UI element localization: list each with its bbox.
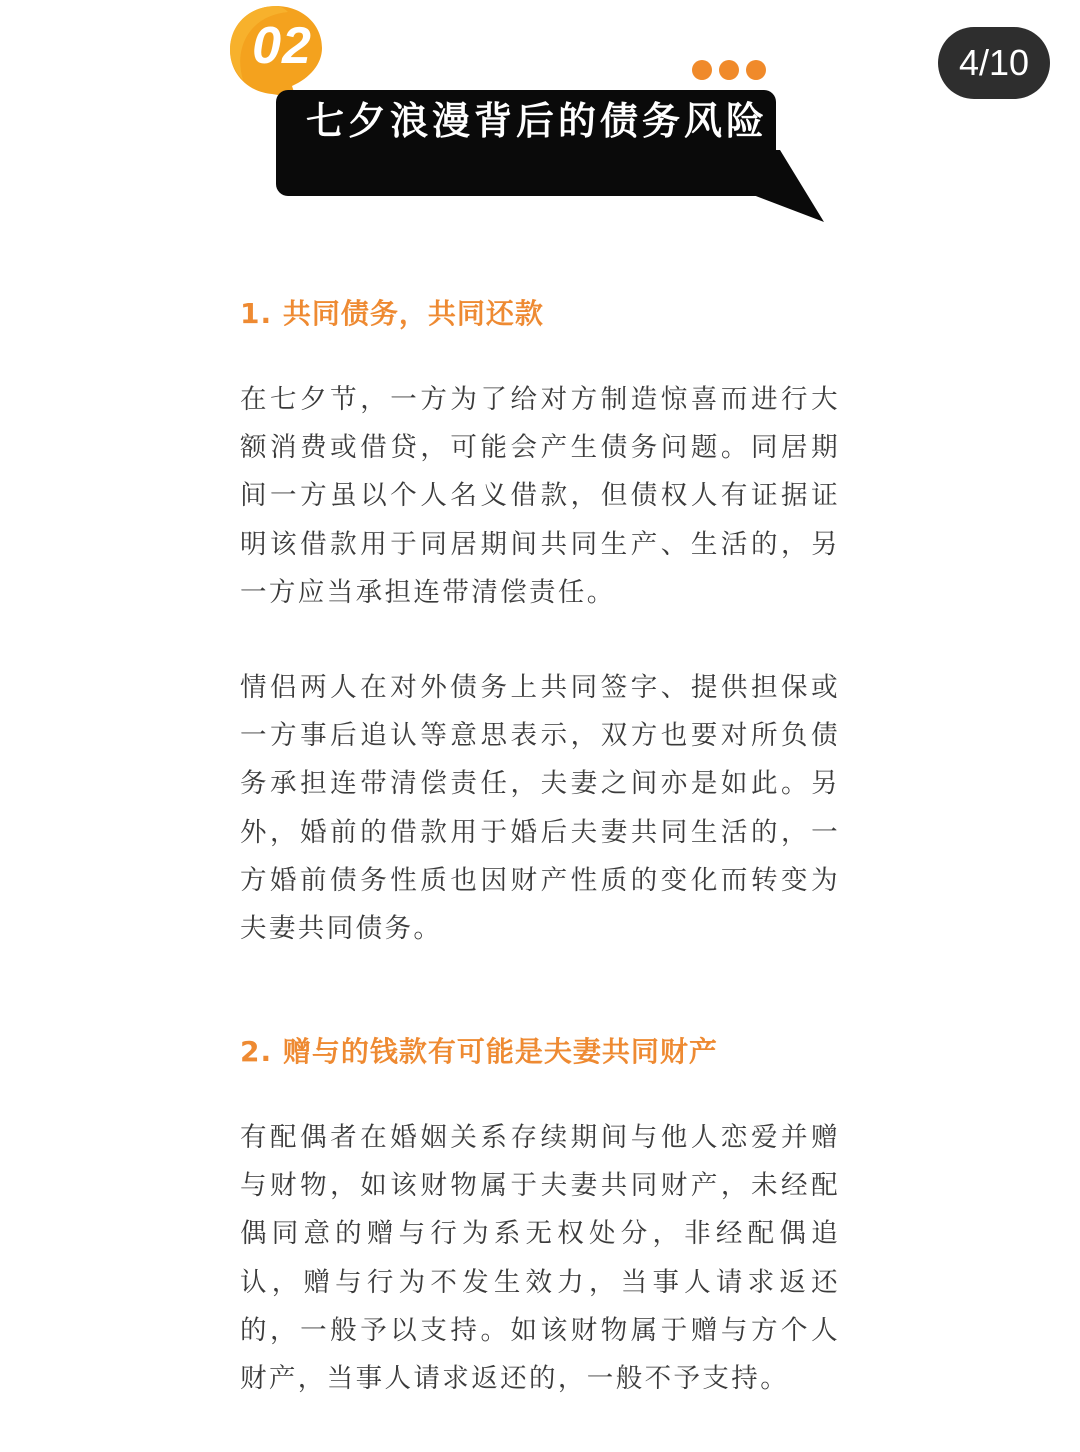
heading-gift-property: 2. 赠与的钱款有可能是夫妻共同财产	[240, 1035, 718, 1068]
section-header	[220, 0, 820, 240]
paragraph-2: 情侣两人在对外债务上共同签字、提供担保或一方事后追认等意思表示，双方也要对所负债务承担连带清偿责任，夫妻之间亦是如此。另外，婚前的借款用于婚后夫妻共同生活的，一方婚前债务性质也因财产性质的变化而转变为夫妻共同债务。	[240, 672, 840, 945]
paragraph-1: 在七夕节，一方为了给对方制造惊喜而进行大额消费或借贷，可能会产生债务问题。同居期间一方虽以个人名义借款，但债权人有证据证明该借款用于同居期间共同生产、生活的，另一方应当承担连带清偿责任。	[240, 384, 840, 608]
heading-joint-debt: 1. 共同债务，共同还款	[240, 297, 544, 330]
section-number: 02	[252, 17, 312, 75]
decorative-dots	[692, 60, 766, 80]
dot	[746, 60, 766, 80]
dot	[719, 60, 739, 80]
paragraph-3: 有配偶者在婚姻关系存续期间与他人恋爱并赠与财物，如该财物属于夫妻共同财产，未经配偶同意的赠与行为系无权处分，非经配偶追认，赠与行为不发生效力，当事人请求返还的，一般予以支持。如该财物属于赠与方个人财产，当事人请求返还的，一般不予支持。	[240, 1122, 840, 1395]
dot	[692, 60, 712, 80]
page-counter: 4/10	[938, 27, 1050, 99]
section-title: 七夕浪漫背后的债务风险	[306, 99, 769, 143]
speech-tail	[740, 150, 830, 230]
